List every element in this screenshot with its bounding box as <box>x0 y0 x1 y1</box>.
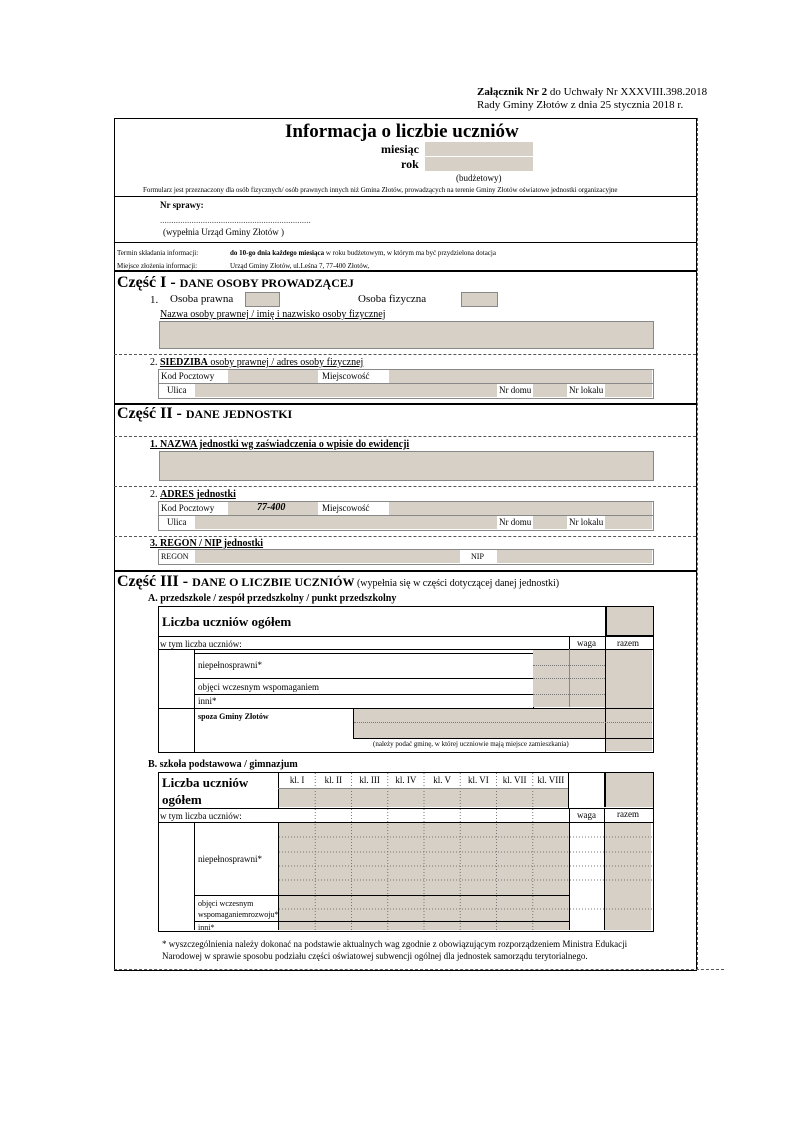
part2-item2-number: 2. <box>150 489 158 500</box>
part3-heading-small: DANE O LICZBIE UCZNIÓW <box>192 575 355 589</box>
grid-line <box>278 788 569 789</box>
section-b-disabled-label: niepełnosprawni* <box>198 854 262 864</box>
divider <box>114 403 696 405</box>
part1-heading-big: Część I - <box>117 274 180 291</box>
seat-bold: SIEDZIBA <box>160 357 208 368</box>
dashed-divider <box>114 436 696 437</box>
grid-line <box>158 636 653 637</box>
grid-line <box>533 678 605 679</box>
resolution-number: do Uchwały Nr XXXVIII.398.2018 <box>547 86 708 98</box>
seat-flat-label: Nr lokalu <box>569 385 604 395</box>
unit-house-input[interactable] <box>533 516 567 529</box>
section-b-other-label: inni* <box>198 923 215 932</box>
form-purpose: Formularz jest przeznaczony dla osób fizycznych/ osób prawnych innych niż Gmina Złotów, prowadzących na terenie Gminy Złotów oświatowe jednostki organizacyjne <box>143 186 618 194</box>
unit-postal-value: 77-400 <box>257 502 286 513</box>
part3-heading-big: Część III - <box>117 573 193 590</box>
legal-person-checkbox[interactable] <box>245 292 280 307</box>
grade-header: kl. II <box>324 775 343 785</box>
unit-city-label: Miejscowość <box>322 503 370 513</box>
grid-line <box>194 694 533 695</box>
unit-house-label: Nr domu <box>499 517 532 527</box>
grade-header: kl. VIII <box>537 775 565 785</box>
part1-item2 <box>150 358 363 368</box>
grade-header: kl. V <box>433 775 452 785</box>
part2-item2 <box>150 490 236 500</box>
section-a-including: w tym liczba uczniów: <box>160 639 242 649</box>
place-label: Miejsce złożenia informacji: <box>117 262 198 270</box>
dashed-divider <box>114 354 696 355</box>
owner-name-label: Nazwa osoby prawnej / imię i nazwisko osoby fizycznej <box>160 309 386 320</box>
seat-house-label: Nr domu <box>499 385 532 395</box>
budget-note: (budżetowy) <box>456 173 502 183</box>
unit-name-input[interactable] <box>159 451 654 481</box>
regon-input[interactable] <box>195 550 460 563</box>
attachment-number: Załącznik Nr 2 <box>477 86 548 98</box>
seat-street-label: Ulica <box>167 385 187 395</box>
deadline-text <box>230 250 496 257</box>
unit-street-input[interactable] <box>195 516 497 529</box>
section-a-total-input[interactable] <box>605 607 653 637</box>
seat-house-input[interactable] <box>533 384 567 397</box>
section-a-outside-label: spoza Gminy Złotów <box>198 712 269 721</box>
deadline-label: Termin składania informacji: <box>117 249 199 257</box>
natural-person-label: Osoba fizyczna <box>358 293 427 305</box>
part3-heading-note: (wypełnia się w części dotyczącej danej jednostki) <box>354 578 560 589</box>
section-b-including: w tym liczba uczniów: <box>160 811 242 821</box>
section-b-total-line1: Liczba uczniów <box>162 775 249 790</box>
grid-line <box>194 921 570 922</box>
section-b-totals-row[interactable] <box>279 788 568 807</box>
section-b-early-support-line2: wspomaganiemrozwoju* <box>198 910 279 919</box>
section-a-title: A. przedszkole / zespół przedszkolny / punkt przedszkolny <box>148 593 397 604</box>
grid-line <box>569 636 570 649</box>
place-value: Urząd Gminy Złotów, ul.Leśna 7, 77-400 Złotów, <box>230 262 370 270</box>
seat-postal-input[interactable] <box>228 370 318 383</box>
grid-line <box>158 808 653 809</box>
seat-city-label: Miejscowość <box>322 371 370 381</box>
seat-city-input[interactable] <box>389 370 652 383</box>
section-a-disabled-label: niepełnosprawni* <box>198 660 262 670</box>
seat-street-input[interactable] <box>195 384 497 397</box>
unit-flat-label: Nr lokalu <box>569 517 604 527</box>
section-b-grades-grid[interactable] <box>279 823 569 930</box>
unit-street-label: Ulica <box>167 517 187 527</box>
section-a-outside-note: (należy podać gminę, w której uczniowie mają miejsce zamieszkania) <box>373 740 569 748</box>
divider <box>114 270 696 272</box>
part1-item2-number: 2. <box>150 357 158 368</box>
part3-heading <box>117 574 559 590</box>
unit-postal-label: Kod Pocztowy <box>161 503 215 513</box>
dashed-divider <box>114 486 696 487</box>
month-label: miesiąc <box>381 142 419 156</box>
grid-line <box>533 694 605 695</box>
frame-right-dashed <box>697 118 698 970</box>
form-title: Informacja o liczbie uczniów <box>285 121 519 142</box>
section-b-together-column[interactable] <box>605 823 651 930</box>
part1-heading <box>117 275 354 291</box>
frame-bottom-dashed <box>114 969 724 970</box>
unit-address-label: ADRES jednostki <box>160 489 236 500</box>
part1-item1-number: 1. <box>150 294 159 306</box>
section-b-total-input[interactable] <box>604 773 653 807</box>
grid-line <box>194 678 533 679</box>
natural-person-checkbox[interactable] <box>461 292 498 307</box>
grid-line <box>354 722 652 723</box>
grid-line <box>353 708 354 738</box>
section-a-together-header: razem <box>617 638 639 648</box>
section-b-total-line2: ogółem <box>162 792 202 807</box>
seat-postal-label: Kod Pocztowy <box>161 371 215 381</box>
regon-nip-label: 3. REGON / NIP jednostki <box>150 538 264 549</box>
council-date: Rady Gminy Złotów z dnia 25 stycznia 2018 r. <box>477 99 684 111</box>
case-number-note: (wypełnia Urząd Gminy Złotów ) <box>163 227 284 237</box>
footnote-line1: * wyszczególnienia należy dokonać na podstawie aktualnych wag zgodnie z obowiązującym rozporządzeniem Ministra Edukacji <box>162 939 628 949</box>
grade-header: kl. IV <box>395 775 417 785</box>
section-b-together-header: razem <box>617 809 639 819</box>
grid-line <box>194 822 195 930</box>
grade-header: kl. III <box>359 775 380 785</box>
grid-line <box>353 738 653 739</box>
seat-rest: osoby prawnej / adres osoby fizycznej <box>207 357 364 368</box>
section-a-early-support-label: objęci wczesnym wspomaganiem <box>198 682 319 692</box>
attachment-reference <box>477 87 707 98</box>
footnote-line2: Narodowej w sprawie sposobu podziału części oświatowej subwencji ogólnej dla jednostek samorządu terytorialnego. <box>162 951 588 961</box>
section-a-together-column[interactable] <box>606 650 652 751</box>
deadline-bold: do 10-go dnia każdego miesiąca <box>230 249 325 257</box>
nip-label: NIP <box>471 552 484 561</box>
part2-heading-small: DANE JEDNOSTKI <box>185 407 293 421</box>
legal-person-label: Osoba prawna <box>170 293 234 305</box>
grade-header: kl. I <box>289 775 305 785</box>
case-number-dots: ................................................................... <box>160 215 311 225</box>
grade-header: kl. VII <box>502 775 527 785</box>
part1-heading-small: DANE OSOBY PROWADZĄCEJ <box>179 276 354 290</box>
divider <box>114 242 696 243</box>
unit-flat-input[interactable] <box>605 516 652 529</box>
section-a-other-label: inni* <box>198 696 217 706</box>
divider <box>114 196 696 197</box>
unit-city-input[interactable] <box>389 502 652 515</box>
case-number-label: Nr sprawy: <box>160 200 204 210</box>
unit-name-label: 1. NAZWA jednostki wg zaświadczenia o wpisie do ewidencji <box>150 439 410 450</box>
year-input[interactable] <box>425 157 533 171</box>
section-a-total-label: Liczba uczniów ogółem <box>162 614 292 629</box>
grid-line <box>605 636 606 649</box>
dashed-divider <box>114 536 696 537</box>
regon-label: REGON <box>161 552 189 561</box>
section-b-weight-header: waga <box>577 810 596 820</box>
grid-line <box>569 822 570 930</box>
grid-line <box>194 895 570 896</box>
section-a-outside-input[interactable] <box>354 709 605 738</box>
section-b-title: B. szkoła podstawowa / gimnazjum <box>148 759 298 770</box>
deadline-rest: w roku budżetowym, w którym ma być przydzielona dotacja <box>324 249 496 257</box>
month-input[interactable] <box>425 142 533 156</box>
seat-flat-input[interactable] <box>605 384 652 397</box>
grade-header: kl. VI <box>467 775 489 785</box>
grid-line <box>569 808 570 822</box>
part2-heading <box>117 406 292 422</box>
section-b-early-support-line1: objęci wczesnym <box>198 899 254 908</box>
part2-heading-big: Część II - <box>117 405 186 422</box>
grid-line <box>533 665 605 666</box>
section-a-weight-header: waga <box>577 638 596 648</box>
divider <box>114 570 696 572</box>
grid-line <box>605 649 606 752</box>
year-label: rok <box>401 157 419 171</box>
nip-input[interactable] <box>497 550 652 563</box>
owner-name-input[interactable] <box>159 321 654 349</box>
